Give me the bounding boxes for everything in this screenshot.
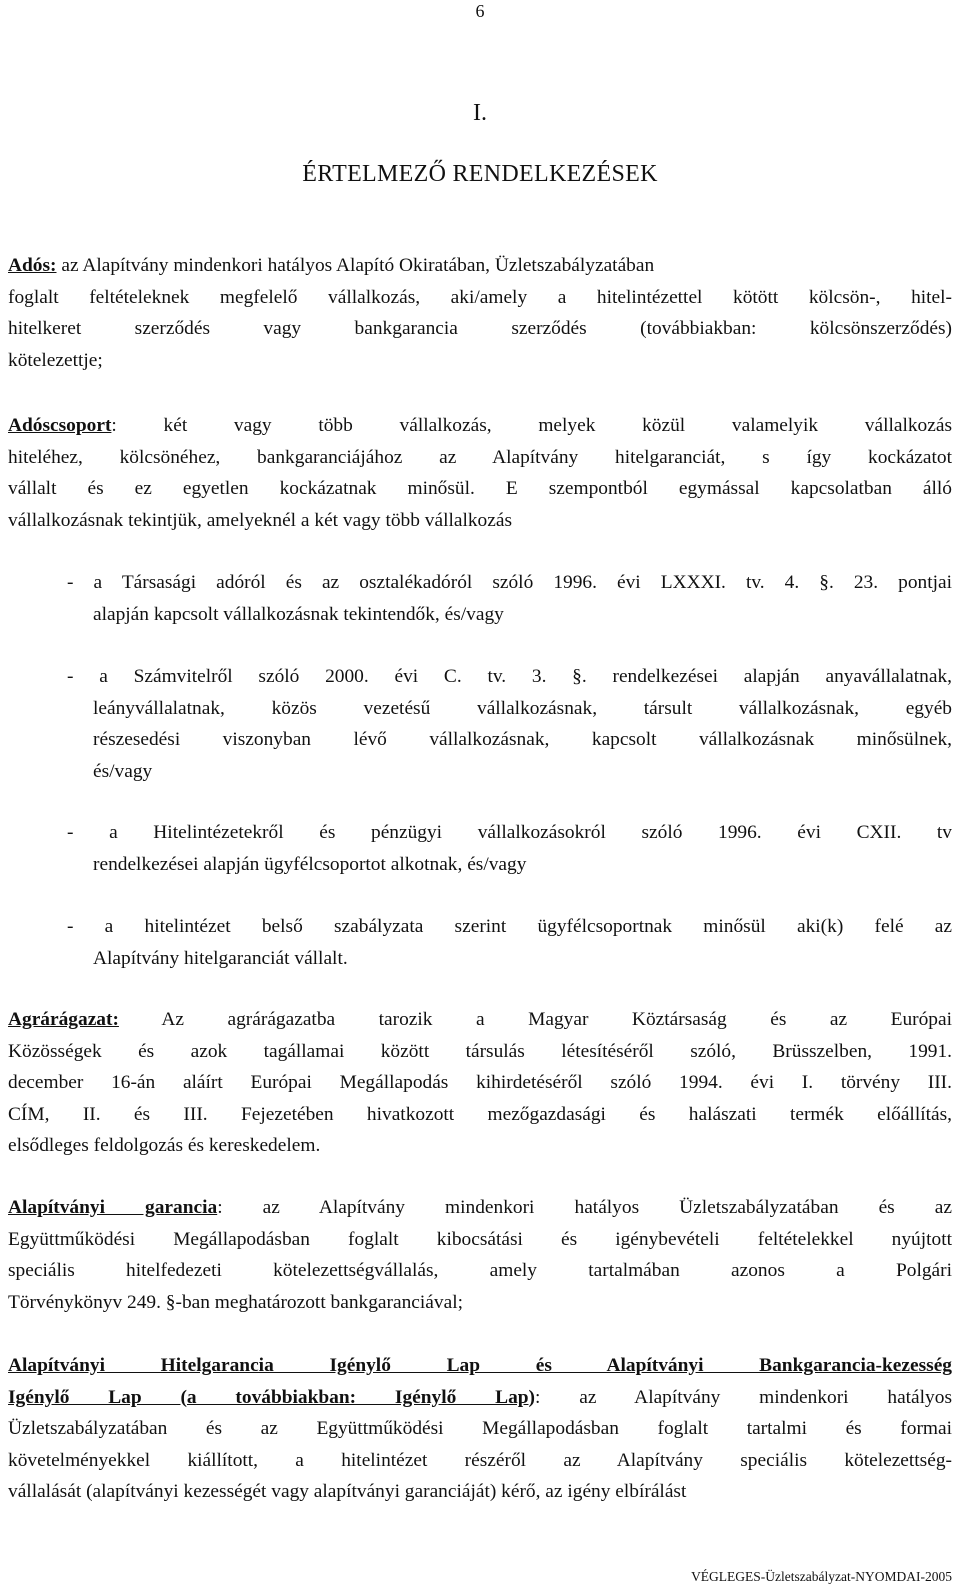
text-line: - a Hitelintézetekről és pénzügyi vállalkozásokról szóló 1996. évi CXII. tv xyxy=(67,822,952,843)
chapter-number: I. xyxy=(473,100,487,126)
text-line: Adós: az Alapítvány mindenkori hatályos Alapító Okiratában, Üzletszabályzatában xyxy=(8,255,655,276)
text-line: elsődleges feldolgozás és kereskedelem. xyxy=(8,1135,321,1156)
text-line: Törvénykönyv 249. §-ban meghatározott bankgaranciával; xyxy=(8,1291,463,1313)
text-line: Igénylő Lap (a továbbiakban: Igénylő Lap): az Alapítvány mindenkori hatályos xyxy=(8,1386,952,1408)
definition-ados xyxy=(8,250,952,376)
text-line: leányvállalatnak, közös vezetésű vállalkozásnak, társult vállalkozásnak, egyéb xyxy=(93,697,952,719)
term-alapitvanyi-garancia: Alapítványi garancia xyxy=(8,1197,218,1218)
text-line: Közösségek és azok tagállamai között társulás létesítéséről szóló, Brüsszelben, 1991. xyxy=(8,1040,952,1062)
text-line: vállalkozásnak tekintjük, amelyeknél a két vagy több vállalkozás xyxy=(8,509,512,531)
term-igenylo-lap: Alapítványi Hitelgarancia Igénylő Lap és Alapítványi Bankgarancia-kezesség xyxy=(8,1355,952,1376)
list-item xyxy=(67,817,952,880)
text-line: követelményekkel kiállított, a hitelintézet részéről az Alapítvány speciális kötelezettség- xyxy=(8,1449,952,1471)
term-agraragazat: Agrárágazat: xyxy=(8,1009,119,1030)
text-line: speciális hitelfedezeti kötelezettségvállalás, amely tartalmában azonos a Polgári xyxy=(8,1260,952,1281)
list-item xyxy=(67,661,952,787)
text-line: és/vagy xyxy=(93,760,153,782)
footer-document-id: VÉGLEGES-Üzletszabályzat-NYOMDAI-2005 xyxy=(691,1569,952,1584)
text-line: Együttműködési Megállapodásban foglalt kibocsátási és igénybevételi feltételekkel nyújtott xyxy=(8,1228,952,1250)
text-line: kötelezettje; xyxy=(8,349,103,371)
term-igenylo-lap-cont: Igénylő Lap (a továbbiakban: Igénylő Lap) xyxy=(8,1386,536,1408)
text-line: alapján kapcsolt vállalkozásnak tekintendők, és/vagy xyxy=(93,603,504,625)
text-line: részesedési viszonyban lévő vállalkozásnak, kapcsolt vállalkozásnak minősülnek, xyxy=(93,729,952,750)
text-line: Üzletszabályzatában és az Együttműködési Megállapodásban foglalt tartalmi és formai xyxy=(8,1418,952,1439)
text-line: hitelkeret szerződés vagy bankgarancia szerződés (továbbiakban: kölcsönszerződés) xyxy=(8,318,952,339)
definition-alapitvanyi-garancia xyxy=(8,1192,952,1318)
text-line xyxy=(8,1350,952,1382)
definition-agraragazat xyxy=(8,1004,952,1162)
page-number: 6 xyxy=(475,1,485,21)
list-item xyxy=(67,911,952,974)
definition-igenylo-lap xyxy=(8,1350,952,1508)
text-line: Alapítványi garancia: az Alapítvány mindenkori hatályos Üzletszabályzatában és az xyxy=(8,1197,952,1218)
term-ados: Adós: xyxy=(8,255,57,276)
term-adoscsoport: Adóscsoport xyxy=(8,415,112,436)
list-item xyxy=(67,567,952,630)
text-line: - a Társasági adóról és az osztalékadóról szóló 1996. évi LXXXI. tv. 4. §. 23. pontjai xyxy=(67,572,952,593)
definition-adoscsoport xyxy=(8,410,952,536)
text-line: Agrárágazat: Az agrárágazatba tarozik a Magyar Köztársaság és az Európai xyxy=(8,1009,952,1030)
text-line: foglalt feltételeknek megfelelő vállalkozás, aki/amely a hitelintézettel kötött kölcsön-, hitel- xyxy=(8,286,952,308)
chapter-title: ÉRTELMEZŐ RENDELKEZÉSEK xyxy=(302,161,658,187)
text-line: Alapítvány hitelgaranciát vállalt. xyxy=(93,947,348,969)
text-line: Adóscsoport: két vagy több vállalkozás, melyek közül valamelyik vállalkozás xyxy=(8,415,952,436)
text-line: - a hitelintézet belső szabályzata szerint ügyfélcsoportnak minősül aki(k) felé az xyxy=(67,916,952,937)
text-line: hiteléhez, kölcsönéhez, bankgaranciájához az Alapítvány hitelgaranciát, s így kockázatot xyxy=(8,446,952,468)
text-line: vállalását (alapítványi kezességét vagy alapítványi garanciáját) kérő, az igény elbírálást xyxy=(8,1481,687,1502)
text-line: - a Számvitelről szóló 2000. évi C. tv. 3. §. rendelkezései alapján anyavállalatnak, xyxy=(67,666,952,687)
text-line: CÍM, II. és III. Fejezetében hivatkozott mezőgazdasági és halászati termék előállítás, xyxy=(8,1103,952,1125)
text-line: december 16-án aláírt Európai Megállapodás kihirdetéséről szóló 1994. évi I. törvény III. xyxy=(8,1072,952,1093)
text-line: vállalt és ez egyetlen kockázatnak minősül. E szempontból egymással kapcsolatban álló xyxy=(8,478,952,499)
text-line: rendelkezései alapján ügyfélcsoportot alkotnak, és/vagy xyxy=(93,853,527,875)
